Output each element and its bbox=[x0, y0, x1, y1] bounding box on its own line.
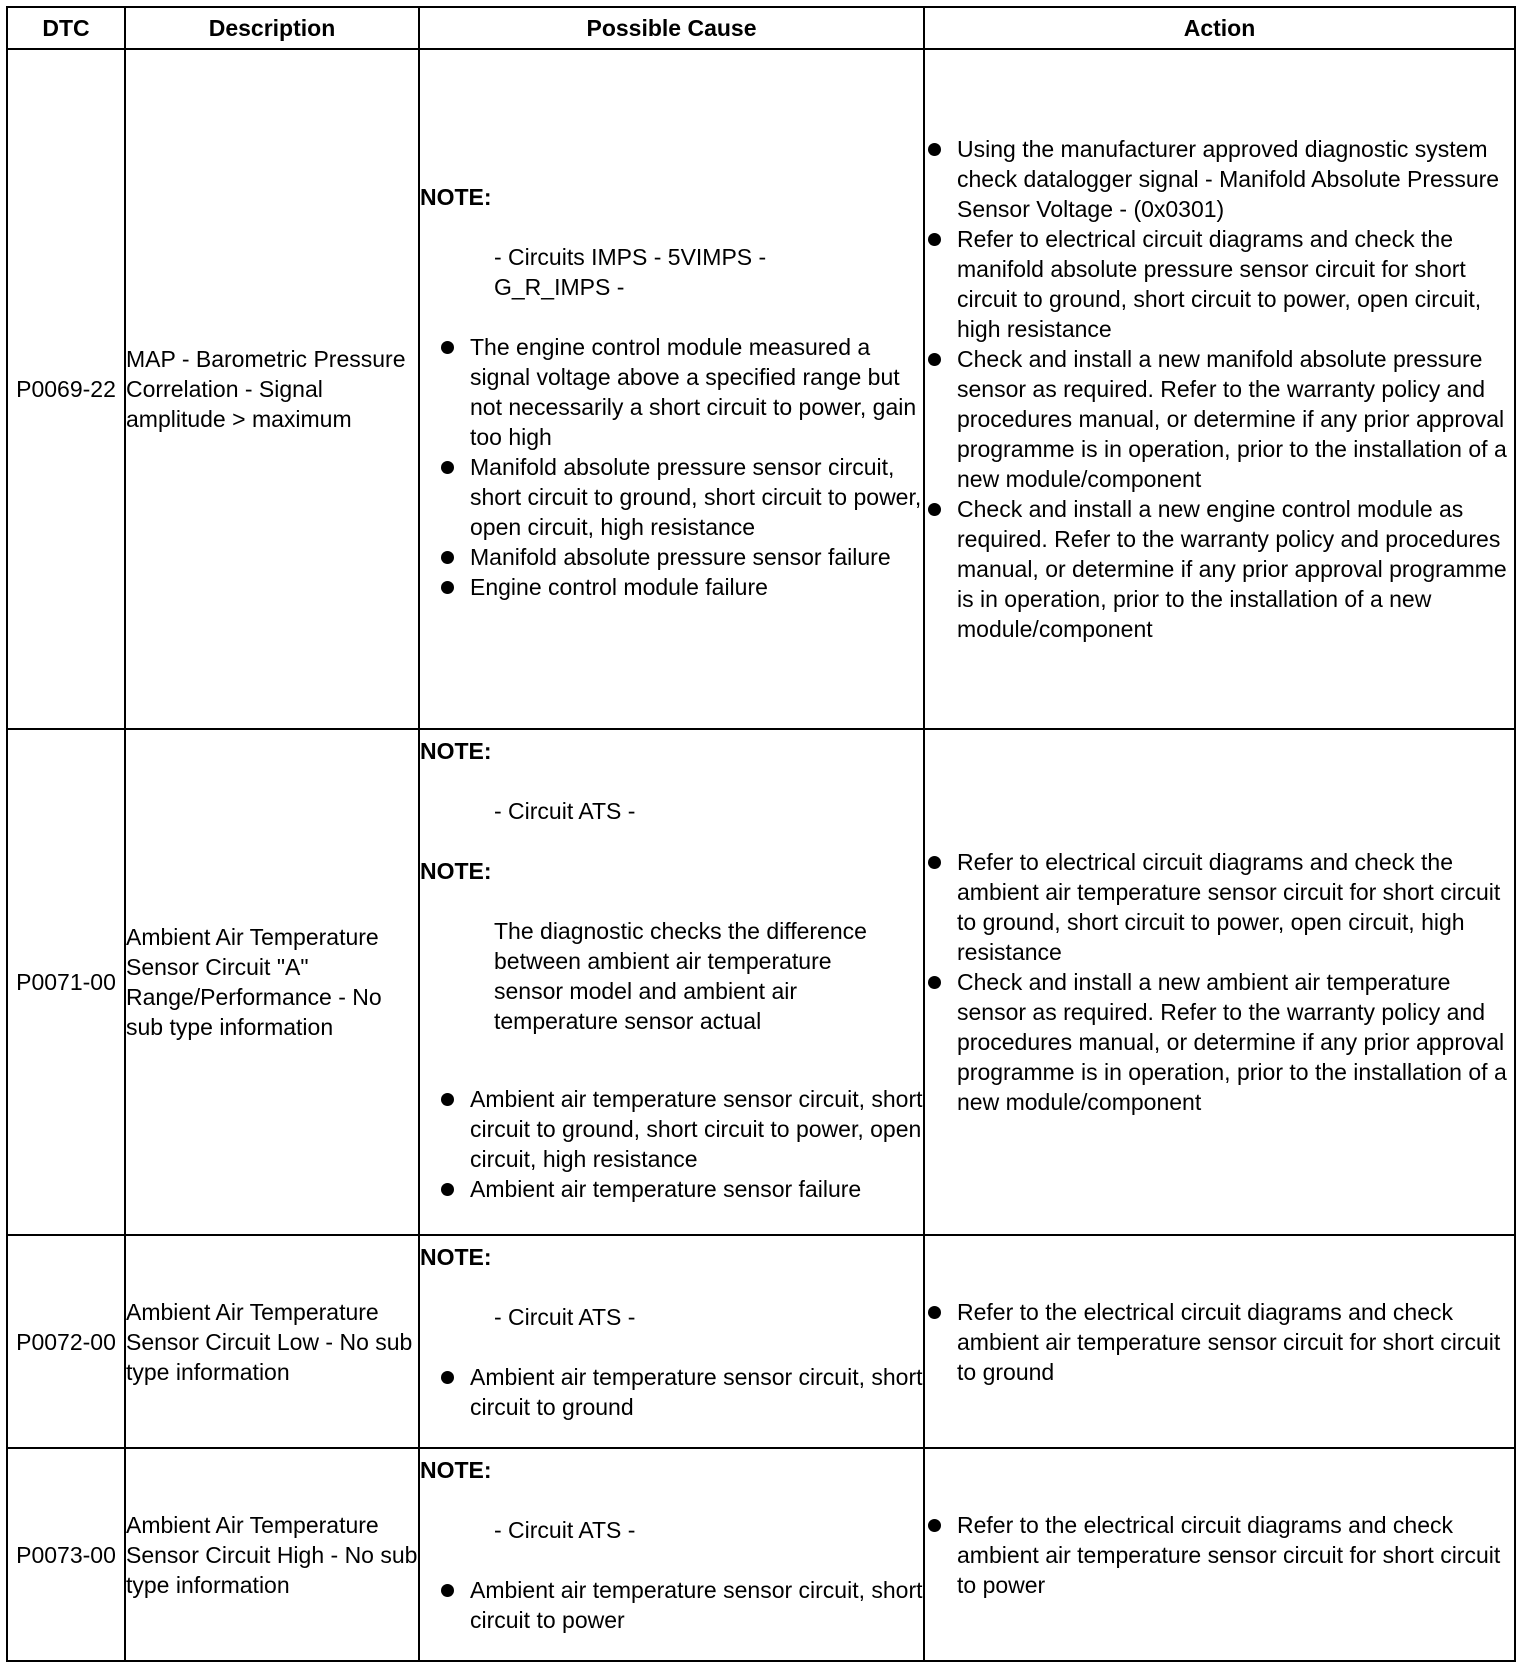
list-item bbox=[925, 967, 1514, 1117]
dtc-table bbox=[6, 6, 1516, 1662]
note-label: NOTE: bbox=[420, 1457, 492, 1483]
cause-list bbox=[420, 1084, 923, 1204]
cause-text: Ambient air temperature sensor failure bbox=[470, 1176, 862, 1202]
action-text: Check and install a new manifold absolute pressure sensor as required. Refer to the warranty policy and procedures manual, or determine if any prior approval programme is in operation, prior to the installation of a new module/component bbox=[957, 346, 1507, 492]
dtc-code: P0072-00 bbox=[7, 1235, 125, 1448]
cause-list bbox=[420, 1575, 923, 1635]
header-row bbox=[7, 7, 1515, 49]
bullet-icon bbox=[928, 976, 941, 989]
cause-list bbox=[420, 1362, 923, 1422]
bullet-icon bbox=[441, 1183, 454, 1196]
bullet-icon bbox=[441, 581, 454, 594]
cause-text: Ambient air temperature sensor circuit, short circuit to ground bbox=[470, 1364, 923, 1420]
dtc-code: P0069-22 bbox=[7, 49, 125, 729]
header-action: Action bbox=[924, 7, 1515, 49]
header-description: Description bbox=[125, 7, 419, 49]
list-item bbox=[438, 452, 923, 542]
action-text: Refer to electrical circuit diagrams and check the manifold absolute pressure sensor circuit for short circuit to ground, short circuit to power, open circuit, high resistance bbox=[957, 226, 1482, 342]
bullet-icon bbox=[928, 353, 941, 366]
bullet-icon bbox=[928, 1306, 941, 1319]
bullet-icon bbox=[928, 233, 941, 246]
action-text: Check and install a new ambient air temperature sensor as required. Refer to the warranty policy and procedures manual, or determine if any prior approval programme is in operation, prior to the installation of a new module/component bbox=[957, 969, 1507, 1115]
note-label: NOTE: bbox=[420, 184, 492, 210]
action-list bbox=[925, 1297, 1514, 1387]
list-item bbox=[438, 1575, 923, 1635]
list-item bbox=[925, 1510, 1514, 1600]
action-cell bbox=[924, 1448, 1515, 1661]
action-text: Refer to electrical circuit diagrams and check the ambient air temperature sensor circuit for short circuit to ground, short circuit to power, open circuit, high resistance bbox=[957, 849, 1501, 965]
note-text: The diagnostic checks the difference between ambient air temperature sensor model and ambient air temperature sensor actual bbox=[494, 918, 867, 1034]
action-list bbox=[925, 134, 1514, 644]
list-item bbox=[925, 134, 1514, 224]
bullet-icon bbox=[928, 1519, 941, 1532]
dtc-description: Ambient Air Temperature Sensor Circuit Low - No sub type information bbox=[125, 1235, 419, 1448]
table-row bbox=[7, 1235, 1515, 1448]
possible-cause-cell bbox=[419, 49, 924, 729]
dtc-code: P0073-00 bbox=[7, 1448, 125, 1661]
dtc-code: P0071-00 bbox=[7, 729, 125, 1235]
bullet-icon bbox=[928, 143, 941, 156]
cause-text: Manifold absolute pressure sensor circuit, short circuit to ground, short circuit to power, open circuit, high resistance bbox=[470, 454, 922, 540]
cause-text: Ambient air temperature sensor circuit, short circuit to power bbox=[470, 1577, 923, 1633]
action-list bbox=[925, 847, 1514, 1117]
action-text: Refer to the electrical circuit diagrams and check ambient air temperature sensor circuit for short circuit to ground bbox=[957, 1298, 1501, 1385]
action-cell bbox=[924, 1235, 1515, 1448]
table-row bbox=[7, 729, 1515, 1235]
action-list bbox=[925, 1510, 1514, 1600]
note-text: - Circuit ATS - bbox=[494, 1517, 636, 1543]
list-item bbox=[438, 1084, 923, 1174]
cause-text: Manifold absolute pressure sensor failure bbox=[470, 544, 891, 570]
list-item bbox=[925, 224, 1514, 344]
dtc-description: Ambient Air Temperature Sensor Circuit High - No sub type information bbox=[125, 1448, 419, 1661]
list-item bbox=[438, 1174, 923, 1204]
header-possible-cause: Possible Cause bbox=[419, 7, 924, 49]
list-item bbox=[925, 847, 1514, 967]
bullet-icon bbox=[441, 1584, 454, 1597]
bullet-icon bbox=[441, 461, 454, 474]
bullet-icon bbox=[441, 1371, 454, 1384]
action-text: Check and install a new engine control module as required. Refer to the warranty policy and procedures manual, or determine if any prior approval programme is in operation, prior to the installation of a new module/component bbox=[957, 496, 1507, 642]
table-row bbox=[7, 49, 1515, 729]
action-text: Using the manufacturer approved diagnostic system check datalogger signal - Manifold Absolute Pressure Sensor Voltage - (0x0301) bbox=[957, 136, 1500, 222]
possible-cause-cell bbox=[419, 1235, 924, 1448]
bullet-icon bbox=[928, 503, 941, 516]
dtc-description: Ambient Air Temperature Sensor Circuit "A" Range/Performance - No sub type information bbox=[125, 729, 419, 1235]
cause-text: Ambient air temperature sensor circuit, short circuit to ground, short circuit to power, open circuit, high resistance bbox=[470, 1086, 923, 1172]
table-row bbox=[7, 1448, 1515, 1661]
dtc-description: MAP - Barometric Pressure Correlation - Signal amplitude > maximum bbox=[125, 49, 419, 729]
possible-cause-cell bbox=[419, 729, 924, 1235]
note-label: NOTE: bbox=[420, 858, 492, 884]
list-item bbox=[925, 1297, 1514, 1387]
list-item bbox=[925, 344, 1514, 494]
action-cell bbox=[924, 729, 1515, 1235]
list-item bbox=[925, 494, 1514, 644]
list-item bbox=[438, 542, 923, 572]
list-item bbox=[438, 1362, 923, 1422]
bullet-icon bbox=[441, 341, 454, 354]
cause-list bbox=[420, 332, 923, 602]
bullet-icon bbox=[441, 551, 454, 564]
cause-text: The engine control module measured a signal voltage above a specified range but not necessarily a short circuit to power, gain too high bbox=[470, 334, 917, 450]
note-label: NOTE: bbox=[420, 1244, 492, 1270]
cause-text: Engine control module failure bbox=[470, 574, 768, 600]
possible-cause-cell bbox=[419, 1448, 924, 1661]
action-cell bbox=[924, 49, 1515, 729]
list-item bbox=[438, 332, 923, 452]
note-text: - Circuits IMPS - 5VIMPS - G_R_IMPS - bbox=[494, 244, 767, 300]
bullet-icon bbox=[928, 856, 941, 869]
list-item bbox=[438, 572, 923, 602]
action-text: Refer to the electrical circuit diagrams and check ambient air temperature sensor circuit for short circuit to power bbox=[957, 1511, 1501, 1598]
note-text: - Circuit ATS - bbox=[494, 798, 636, 824]
header-dtc: DTC bbox=[7, 7, 125, 49]
bullet-icon bbox=[441, 1093, 454, 1106]
note-label: NOTE: bbox=[420, 738, 492, 764]
note-text: - Circuit ATS - bbox=[494, 1304, 636, 1330]
